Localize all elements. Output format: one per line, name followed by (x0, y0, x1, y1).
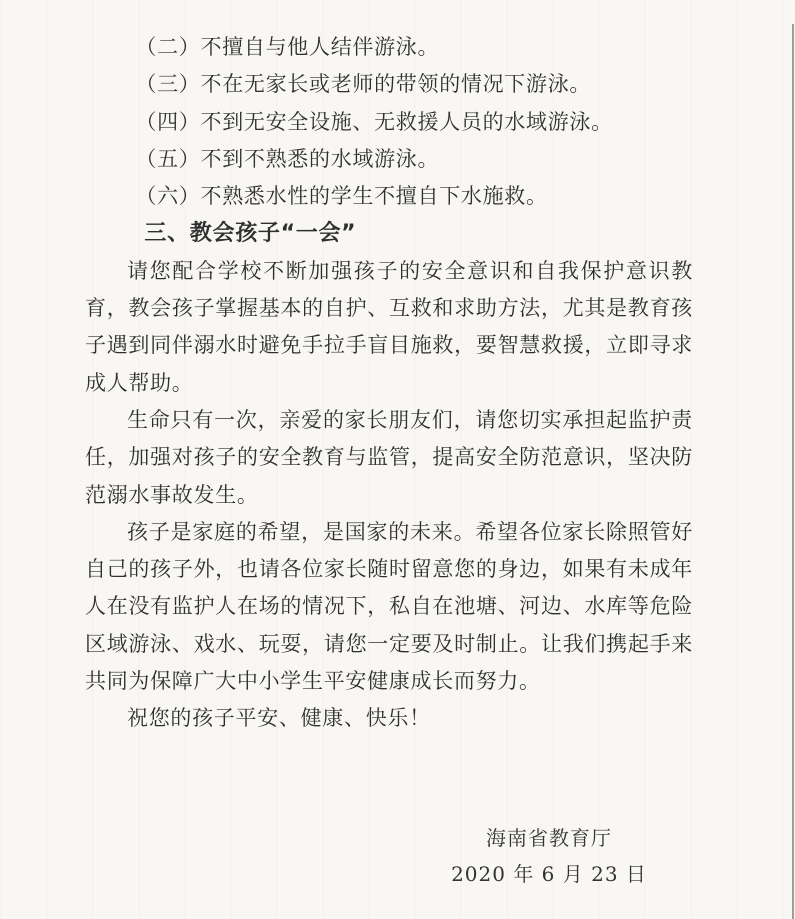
signature-block (419, 820, 679, 892)
closing-line: 祝您的孩子平安、健康、快乐！ (127, 706, 431, 731)
paragraph: 孩子是家庭的希望，是国家的未来。希望各位家长除照管好自己的孩子外，也请各位家长随时留意您的身边，如果有未成年人在没有监护人在场的情况下，私自在池塘、河边、水库等危险区域游泳、戏水、玩耍，请您一定要及时制止。让我们携起手来共同为保障广大中小学生平安健康成长而努力。 (85, 519, 693, 694)
list-item: （三）不在无家长或老师的带领的情况下游泳。 (135, 72, 592, 97)
scan-edge-line (792, 24, 794, 919)
list-item: （六）不熟悉水性的学生不擅自下水施救。 (135, 184, 548, 209)
paragraph: 生命只有一次，亲爱的家长朋友们，请您切实承担起监护责任，加强对孩子的安全教育与监管，提高安全防范意识，坚决防范溺水事故发生。 (85, 407, 693, 507)
paragraph: 请您配合学校不断加强孩子的安全意识和自我保护意识教育，教会孩子掌握基本的自护、互救和求助方法，尤其是教育孩子遇到同伴溺水时避免手拉手盲目施救，要智慧救援，立即寻求成人帮助。 (85, 258, 693, 395)
document-text-block (85, 29, 693, 738)
signature-org: 海南省教育厅 (486, 826, 612, 850)
signature-date: 2020 年 6 月 23 日 (451, 862, 647, 886)
list-item: （二）不擅自与他人结伴游泳。 (135, 35, 440, 59)
section-heading: 三、教会孩子“一会” (144, 221, 357, 247)
list-item: （五）不到不熟悉的水域游泳。 (135, 146, 440, 171)
list-item: （四）不到无安全设施、无救援人员的水域游泳。 (135, 109, 613, 134)
